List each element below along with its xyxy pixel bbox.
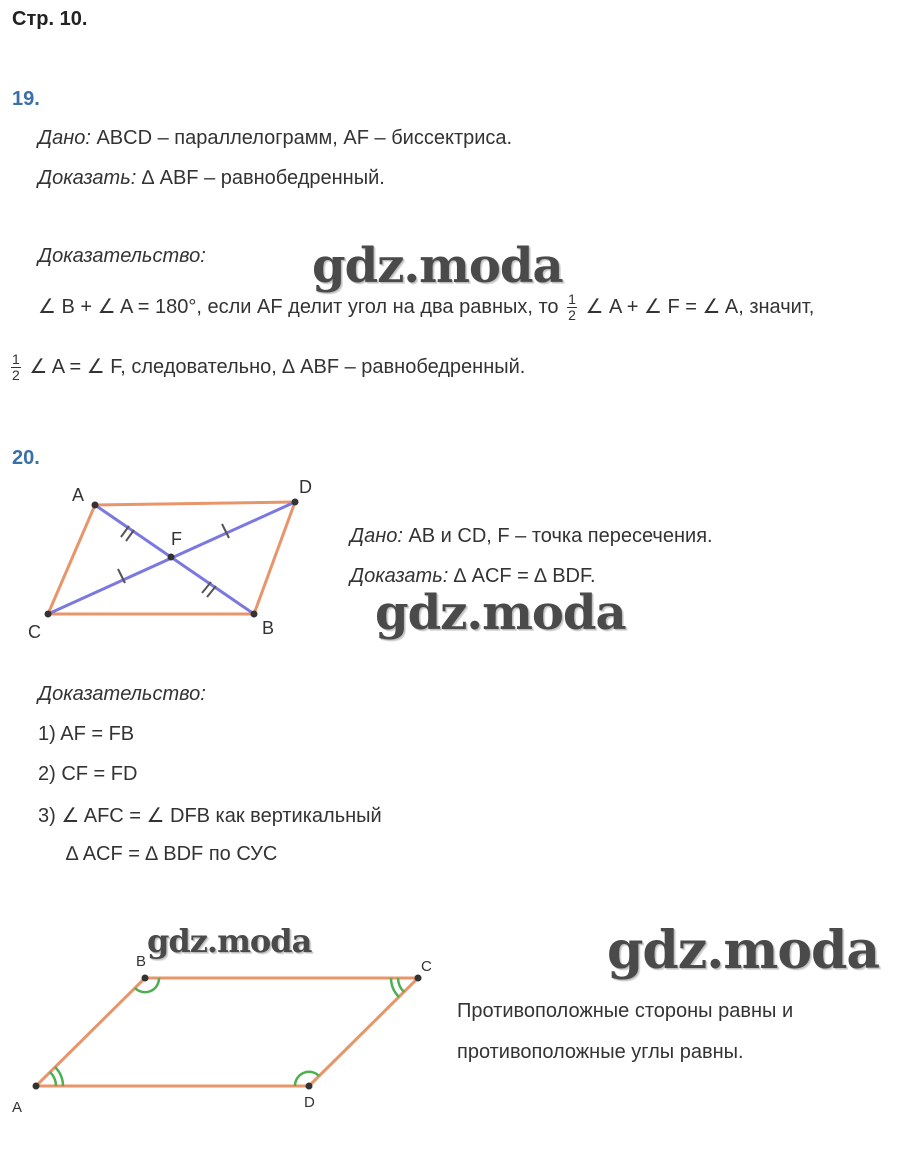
label-b: B xyxy=(262,618,275,638)
figure-caption-line-1: Противоположные стороны равны и xyxy=(457,1000,794,1022)
label-a: A xyxy=(72,485,85,505)
side-ac xyxy=(48,505,95,614)
task-19-given xyxy=(38,127,512,150)
page-label: Стр. 10. xyxy=(12,8,88,30)
label-d: D xyxy=(304,1094,315,1111)
label-b: B xyxy=(136,953,147,970)
proof-conclusion: ∆ ACF = ∆ BDF по СУС xyxy=(66,843,278,865)
fraction-numerator: 1 xyxy=(12,351,20,368)
label-c: C xyxy=(28,622,41,642)
point-a xyxy=(33,1083,40,1090)
task-19-proof-label: Доказательство: xyxy=(38,245,206,267)
prove-text: ∆ ACF = ∆ BDF. xyxy=(448,565,596,587)
task-19-prove xyxy=(38,167,385,190)
fraction-one-half xyxy=(567,292,577,323)
proof-line-1a: ∠ B + ∠ A = 180°, если AF делит угол на два равных, то xyxy=(38,296,559,318)
figure-crossing-segments xyxy=(0,470,340,645)
task-20-proof-label: Доказательство: xyxy=(38,683,206,705)
prove-label: Доказать: xyxy=(38,167,137,189)
segment-ab xyxy=(95,505,254,614)
point-c xyxy=(45,611,52,618)
watermark: gdz.moda xyxy=(607,920,880,981)
proof-line-1b: ∠ A + ∠ F = ∠ A, значит, xyxy=(585,296,815,318)
watermark: gdz.moda xyxy=(312,238,563,294)
figure-parallelogram xyxy=(0,945,450,1120)
fraction-denominator: 2 xyxy=(12,367,20,384)
task-19-proof-line-2 xyxy=(8,349,525,385)
fraction-one-half xyxy=(11,352,21,383)
given-label: Дано: xyxy=(38,127,91,149)
point-b xyxy=(251,611,258,618)
task-19-number: 19. xyxy=(12,88,40,110)
proof-step-2: 2) CF = FD xyxy=(38,763,138,785)
point-d xyxy=(292,499,299,506)
angle-arcs xyxy=(50,978,404,1086)
prove-text: ∆ ABF – равнобедренный. xyxy=(136,167,385,189)
watermark: gdz.moda xyxy=(375,585,626,641)
label-f: F xyxy=(171,529,182,549)
label-d: D xyxy=(299,477,312,497)
point-d xyxy=(306,1083,313,1090)
side-ab xyxy=(36,978,145,1086)
point-a xyxy=(92,502,99,509)
proof-step-1: 1) AF = FB xyxy=(38,723,135,745)
proof-step-3: 3) ∠ AFC = ∠ DFB как вертикальный xyxy=(38,805,382,827)
task-20-number: 20. xyxy=(12,447,40,469)
figure-caption-line-2: противоположные углы равны. xyxy=(457,1041,744,1063)
point-f xyxy=(168,554,175,561)
label-c: C xyxy=(421,958,432,975)
prove-label: Доказать: xyxy=(350,565,449,587)
side-cd xyxy=(309,978,418,1086)
point-b xyxy=(142,975,149,982)
fraction-denominator: 2 xyxy=(568,307,576,324)
proof-line-2: ∠ A = ∠ F, следовательно, ∆ ABF – равнобедренный. xyxy=(29,356,526,378)
task-19-proof-line-1 xyxy=(38,289,814,325)
fraction-numerator: 1 xyxy=(568,291,576,308)
given-text: AB и CD, F – точка пересечения. xyxy=(402,525,713,547)
side-ad xyxy=(95,502,295,505)
given-label: Дано: xyxy=(350,525,403,547)
label-a: A xyxy=(12,1099,23,1116)
watermark: gdz.moda xyxy=(147,922,312,960)
task-20-given xyxy=(350,525,713,548)
point-c xyxy=(415,975,422,982)
given-text: ABCD – параллелограмм, AF – биссектриса. xyxy=(90,127,513,149)
